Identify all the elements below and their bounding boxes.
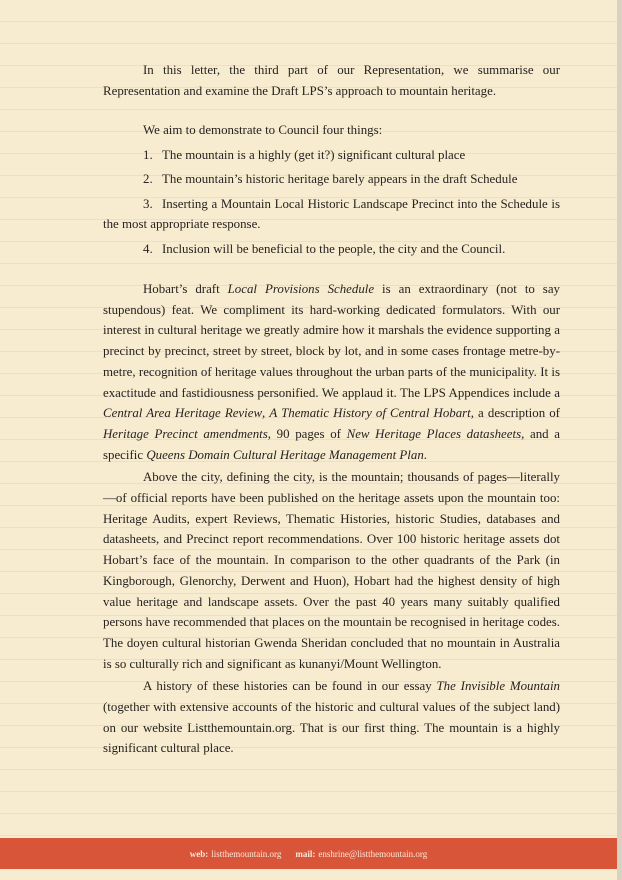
mail-link[interactable]: enshrine@listthemountain.org bbox=[318, 848, 428, 859]
footer-bar bbox=[0, 838, 617, 869]
document-title: Local Provisions Schedule bbox=[227, 282, 375, 296]
aim-item-2 bbox=[103, 169, 560, 190]
mail-label: mail: bbox=[295, 848, 316, 859]
aim-number: 2. bbox=[143, 172, 153, 186]
aim-text: The mountain is a highly (get it?) significant cultural place bbox=[162, 147, 466, 162]
document-title: Heritage Precinct amendments bbox=[103, 426, 268, 441]
footer-web bbox=[190, 849, 282, 859]
text-run: Hobart’s draft bbox=[143, 282, 228, 296]
bottom-margin bbox=[0, 869, 617, 880]
document-title: Central Area Heritage Review bbox=[103, 406, 263, 421]
aim-number: 4. bbox=[143, 241, 153, 256]
text-run: (together with extensive accounts of the historic and cultural values of the subject land) on our website Listthemountain.org. That is our first thing. The mountain is a highly significant cultural place. bbox=[103, 700, 560, 756]
document-title: The Invisible Mountain bbox=[436, 679, 560, 694]
aim-text: Inserting a Mountain Local Historic Landscape Precinct into the Schedule is the most appropriate response. bbox=[103, 196, 560, 231]
aim-number: 1. bbox=[143, 147, 153, 162]
opening-paragraph: In this letter, the third part of our Representation, we summarise our Representation and examine the Draft LPS’s approach to mountain heritage. bbox=[103, 63, 560, 98]
web-link[interactable]: listthemountain.org bbox=[211, 848, 282, 859]
text-run: is an extraordinary (not to say stupendous) feat. We compliment its hard-working dedicated formulators. With our interest in cultural heritage we greatly admire how it marshals the evidence supporting a precinct by precinct, street by street, block by lot, and in some cases frontage metre-by-metre, recognition of heritage values throughout the urban parts of the municipality. It is exactitude and fastidiousness personified. We applaud it. The LPS Appendices include a bbox=[103, 282, 560, 400]
document-title: New Heritage Places datasheets bbox=[346, 426, 522, 441]
lps-paragraph bbox=[103, 279, 560, 465]
document-title: Queens Domain Cultural Heritage Management Plan bbox=[146, 447, 424, 462]
histories-paragraph bbox=[103, 676, 560, 759]
footer-mail bbox=[295, 849, 427, 859]
aim-item-3 bbox=[103, 194, 560, 235]
text-run: . bbox=[423, 447, 428, 462]
text-run: A history of these histories can be found in our essay bbox=[143, 679, 437, 694]
aim-item-1 bbox=[103, 145, 560, 166]
aim-text: Inclusion will be beneficial to the people, the city and the Council. bbox=[162, 241, 506, 256]
page-edge bbox=[617, 0, 622, 880]
aim-text: The mountain’s historic heritage barely appears in the draft Schedule bbox=[162, 172, 518, 186]
web-label: web: bbox=[189, 848, 209, 859]
text-run: , bbox=[262, 406, 270, 421]
text-run: , and a specific bbox=[103, 426, 560, 462]
document-title: A Thematic History of Central Hobart bbox=[269, 406, 471, 421]
mountain-paragraph: Above the city, defining the city, is the mountain; thousands of pages—literally—of official reports have been published on the heritage assets upon the mountain too: Heritage Audits, expert Reviews, Thematic Histories, historic Studies, databases and datasheets, and Precinct report recommendations. Over 100 historic heritage assets dot Hobart’s face of the mountain. In comparison to the other quadrants of the Park (in Kingborough, Glenorchy, Derwent and Huon), Hobart had the highest density of high value heritage and landscape assets. Over the past 40 years many suitably qualified persons have recommended that places on the mountain be recognised in heritage codes. The doyen cultural historian Gwenda Sheridan concluded that no mountain in Australia is so culturally rich and significant as kunanyi/Mount Wellington. bbox=[103, 470, 560, 671]
text-run: , a description of bbox=[470, 406, 560, 421]
aim-item-4 bbox=[103, 239, 560, 260]
text-run: , 90 pages of bbox=[267, 426, 347, 441]
letter-body bbox=[103, 60, 560, 759]
aims-intro: We aim to demonstrate to Council four things: bbox=[143, 123, 383, 137]
aim-number: 3. bbox=[143, 196, 153, 211]
